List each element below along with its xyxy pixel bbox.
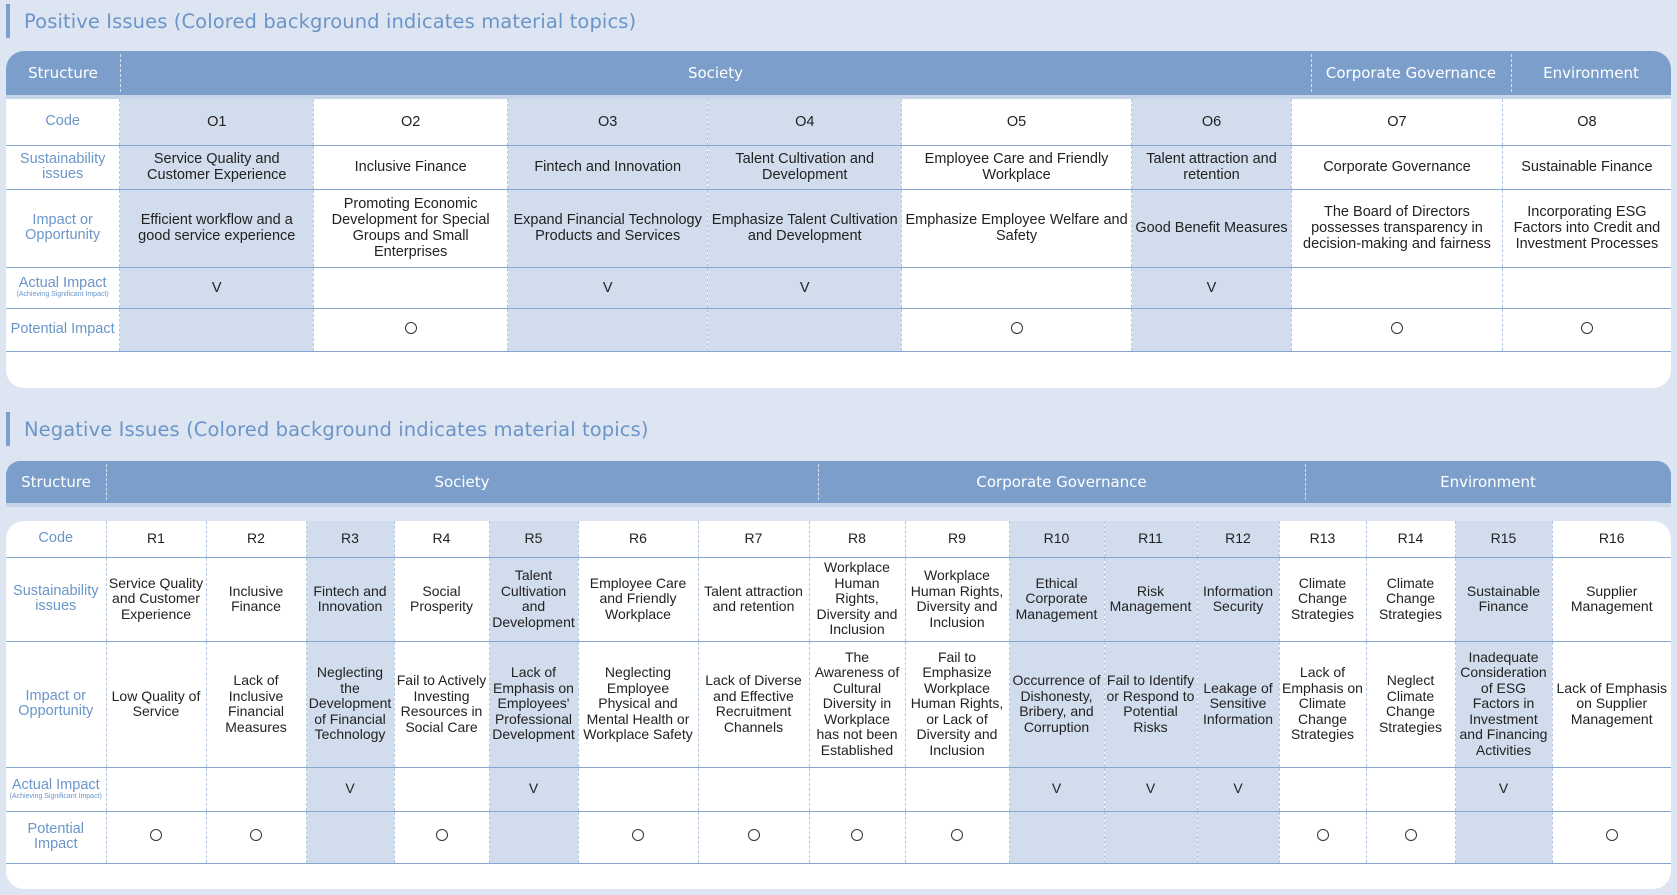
positive-label-issues: Sustainability issues <box>6 145 120 189</box>
positive-cell-o2-actual <box>314 267 508 308</box>
positive-cell-o2-impact: Promoting Economic Development for Special Groups and Small Enterprises <box>314 189 508 267</box>
negative-cell-r9-impact: Fail to Emphasize Workplace Human Rights, or Lack of Diversity and Inclusion <box>905 641 1009 767</box>
negative-cell-r9-actual <box>905 767 1009 811</box>
negative-label-code: Code <box>6 521 106 557</box>
negative-header-bar <box>6 461 1671 503</box>
positive-issues-card <box>6 51 1671 388</box>
negative-header-society: Society <box>434 473 490 491</box>
negative-cell-r2-issues: Inclusive Finance <box>206 557 306 641</box>
negative-cell-r15-code: R15 <box>1455 521 1552 557</box>
negative-cell-r5-issues: Talent Cultivation and Development <box>489 557 578 641</box>
positive-cell-o4-code: O4 <box>708 99 902 145</box>
negative-cell-r7-potential <box>698 811 809 863</box>
positive-row-actual <box>6 267 1671 308</box>
negative-cell-r7-impact: Lack of Diverse and Effective Recruitment Channels <box>698 641 809 767</box>
positive-cell-o4-potential <box>708 308 902 351</box>
negative-cell-r6-code: R6 <box>578 521 698 557</box>
positive-header-structure: Structure <box>28 64 98 82</box>
negative-label-issues: Sustainability issues <box>6 557 106 641</box>
negative-issues-table <box>6 521 1671 864</box>
negative-row-code <box>6 521 1671 557</box>
positive-row-impact <box>6 189 1671 267</box>
positive-row-potential <box>6 308 1671 351</box>
negative-issues-card <box>6 521 1671 889</box>
negative-cell-r7-actual <box>698 767 809 811</box>
positive-cell-o4-issues: Talent Cultivation and Development <box>708 145 902 189</box>
negative-cell-r14-actual <box>1366 767 1455 811</box>
negative-cell-r16-issues: Supplier Management <box>1552 557 1671 641</box>
negative-cell-r10-issues: Ethical Corporate Management <box>1009 557 1104 641</box>
positive-header-bar <box>6 51 1671 95</box>
negative-cell-r3-issues: Fintech and Innovation <box>306 557 394 641</box>
negative-label-impact: Impact or Opportunity <box>6 641 106 767</box>
positive-cell-o7-potential <box>1292 308 1503 351</box>
positive-section-title: Positive Issues (Colored background indicates material topics) <box>6 4 636 38</box>
negative-cell-r12-potential <box>1197 811 1279 863</box>
negative-row-potential <box>6 811 1671 863</box>
positive-cell-o6-impact: Good Benefit Measures <box>1131 189 1291 267</box>
positive-cell-o3-impact: Expand Financial Technology Products and Services <box>508 189 708 267</box>
positive-header-society: Society <box>687 64 744 82</box>
negative-cell-r16-potential <box>1552 811 1671 863</box>
positive-cell-o3-potential <box>508 308 708 351</box>
negative-cell-r13-actual <box>1279 767 1366 811</box>
negative-cell-r8-code: R8 <box>809 521 905 557</box>
negative-cell-r5-code: R5 <box>489 521 578 557</box>
negative-cell-r3-actual: V <box>306 767 394 811</box>
positive-header-environment: Environment <box>1543 64 1639 82</box>
positive-cell-o7-actual <box>1292 267 1503 308</box>
positive-cell-o7-code: O7 <box>1292 99 1503 145</box>
positive-cell-o1-impact: Efficient workflow and a good service experience <box>120 189 314 267</box>
negative-cell-r4-impact: Fail to Actively Investing Resources in Social Care <box>394 641 489 767</box>
potential-impact-circle-icon <box>632 829 644 841</box>
negative-label-actual-sub: (Achieving Significant Impact) <box>9 792 102 800</box>
negative-cell-r1-actual <box>106 767 206 811</box>
negative-cell-r4-code: R4 <box>394 521 489 557</box>
positive-header-governance: Corporate Governance <box>1325 64 1497 82</box>
negative-cell-r14-potential <box>1366 811 1455 863</box>
positive-cell-o2-issues: Inclusive Finance <box>314 145 508 189</box>
negative-cell-r11-potential <box>1104 811 1197 863</box>
positive-row-code <box>6 99 1671 145</box>
negative-cell-r2-impact: Lack of Inclusive Financial Measures <box>206 641 306 767</box>
negative-cell-r16-actual <box>1552 767 1671 811</box>
negative-cell-r11-impact: Fail to Identify or Respond to Potential Risks <box>1104 641 1197 767</box>
positive-row-issues <box>6 145 1671 189</box>
negative-cell-r8-impact: The Awareness of Cultural Diversity in Workplace has not been Established <box>809 641 905 767</box>
negative-cell-r9-code: R9 <box>905 521 1009 557</box>
positive-cell-o1-potential <box>120 308 314 351</box>
positive-cell-o8-code: O8 <box>1502 99 1671 145</box>
negative-header-environment: Environment <box>1440 473 1536 491</box>
negative-cell-r2-actual <box>206 767 306 811</box>
negative-cell-r16-code: R16 <box>1552 521 1671 557</box>
negative-cell-r4-potential <box>394 811 489 863</box>
positive-cell-o5-impact: Emphasize Employee Welfare and Safety <box>902 189 1132 267</box>
potential-impact-circle-icon <box>1606 829 1618 841</box>
potential-impact-circle-icon <box>1581 322 1593 334</box>
negative-cell-r15-actual: V <box>1455 767 1552 811</box>
negative-cell-r11-code: R11 <box>1104 521 1197 557</box>
negative-cell-r12-actual: V <box>1197 767 1279 811</box>
positive-label-actual: Actual Impact (Achieving Significant Impact) <box>6 267 120 308</box>
positive-cell-o4-actual: V <box>708 267 902 308</box>
positive-cell-o6-actual: V <box>1131 267 1291 308</box>
positive-cell-o8-potential <box>1502 308 1671 351</box>
negative-cell-r6-issues: Employee Care and Friendly Workplace <box>578 557 698 641</box>
positive-label-potential: Potential Impact <box>6 308 120 351</box>
positive-cell-o2-potential <box>314 308 508 351</box>
negative-cell-r14-issues: Climate Change Strategies <box>1366 557 1455 641</box>
potential-impact-circle-icon <box>1011 322 1023 334</box>
negative-cell-r15-issues: Sustainable Finance <box>1455 557 1552 641</box>
negative-header-structure: Structure <box>21 473 91 491</box>
potential-impact-circle-icon <box>405 322 417 334</box>
positive-cell-o7-issues: Corporate Governance <box>1292 145 1503 189</box>
positive-cell-o8-impact: Incorporating ESG Factors into Credit and Investment Processes <box>1502 189 1671 267</box>
negative-cell-r9-potential <box>905 811 1009 863</box>
positive-cell-o5-issues: Employee Care and Friendly Workplace <box>902 145 1132 189</box>
negative-cell-r10-code: R10 <box>1009 521 1104 557</box>
negative-cell-r4-issues: Social Prosperity <box>394 557 489 641</box>
negative-cell-r1-issues: Service Quality and Customer Experience <box>106 557 206 641</box>
positive-cell-o8-actual <box>1502 267 1671 308</box>
negative-cell-r11-issues: Risk Management <box>1104 557 1197 641</box>
potential-impact-circle-icon <box>1405 829 1417 841</box>
negative-cell-r3-impact: Neglecting the Development of Financial Technology <box>306 641 394 767</box>
negative-cell-r10-potential <box>1009 811 1104 863</box>
negative-cell-r6-actual <box>578 767 698 811</box>
negative-cell-r2-code: R2 <box>206 521 306 557</box>
negative-cell-r4-actual <box>394 767 489 811</box>
positive-cell-o6-issues: Talent attraction and retention <box>1131 145 1291 189</box>
negative-cell-r10-impact: Occurrence of Dishonesty, Bribery, and Corruption <box>1009 641 1104 767</box>
negative-cell-r15-potential <box>1455 811 1552 863</box>
negative-row-impact <box>6 641 1671 767</box>
negative-cell-r13-impact: Lack of Emphasis on Climate Change Strategies <box>1279 641 1366 767</box>
positive-cell-o1-actual: V <box>120 267 314 308</box>
negative-cell-r5-potential <box>489 811 578 863</box>
negative-cell-r2-potential <box>206 811 306 863</box>
negative-cell-r12-code: R12 <box>1197 521 1279 557</box>
negative-section-title: Negative Issues (Colored background indicates material topics) <box>6 412 649 446</box>
positive-label-impact: Impact or Opportunity <box>6 189 120 267</box>
positive-cell-o2-code: O2 <box>314 99 508 145</box>
positive-cell-o4-impact: Emphasize Talent Cultivation and Development <box>708 189 902 267</box>
positive-cell-o1-issues: Service Quality and Customer Experience <box>120 145 314 189</box>
negative-cell-r6-potential <box>578 811 698 863</box>
potential-impact-circle-icon <box>748 829 760 841</box>
positive-issues-table <box>6 99 1671 352</box>
negative-cell-r7-code: R7 <box>698 521 809 557</box>
positive-cell-o6-potential <box>1131 308 1291 351</box>
positive-cell-o5-code: O5 <box>902 99 1132 145</box>
potential-impact-circle-icon <box>150 829 162 841</box>
potential-impact-circle-icon <box>436 829 448 841</box>
negative-cell-r8-actual <box>809 767 905 811</box>
negative-cell-r13-code: R13 <box>1279 521 1366 557</box>
positive-cell-o8-issues: Sustainable Finance <box>1502 145 1671 189</box>
positive-label-actual-sub: (Achieving Significant Impact) <box>16 291 109 298</box>
negative-cell-r8-potential <box>809 811 905 863</box>
potential-impact-circle-icon <box>250 829 262 841</box>
negative-cell-r15-impact: Inadequate Consideration of ESG Factors in Investment and Financing Activities <box>1455 641 1552 767</box>
positive-label-code: Code <box>6 99 120 145</box>
positive-cell-o1-code: O1 <box>120 99 314 145</box>
negative-cell-r16-impact: Lack of Emphasis on Supplier Management <box>1552 641 1671 767</box>
negative-label-potential: Potential Impact <box>6 811 106 863</box>
negative-cell-r9-issues: Workplace Human Rights, Diversity and Inclusion <box>905 557 1009 641</box>
negative-cell-r13-potential <box>1279 811 1366 863</box>
positive-cell-o7-impact: The Board of Directors possesses transparency in decision-making and fairness <box>1292 189 1503 267</box>
negative-cell-r12-issues: Information Security <box>1197 557 1279 641</box>
negative-cell-r1-potential <box>106 811 206 863</box>
negative-label-actual: Actual Impact (Achieving Significant Impact) <box>6 767 106 811</box>
potential-impact-circle-icon <box>851 829 863 841</box>
negative-cell-r7-issues: Talent attraction and retention <box>698 557 809 641</box>
negative-cell-r8-issues: Workplace Human Rights, Diversity and Inclusion <box>809 557 905 641</box>
positive-cell-o3-code: O3 <box>508 99 708 145</box>
negative-cell-r5-impact: Lack of Emphasis on Employees' Professional Development <box>489 641 578 767</box>
negative-cell-r10-actual: V <box>1009 767 1104 811</box>
negative-cell-r3-potential <box>306 811 394 863</box>
positive-cell-o5-actual <box>902 267 1132 308</box>
potential-impact-circle-icon <box>951 829 963 841</box>
negative-cell-r12-impact: Leakage of Sensitive Information <box>1197 641 1279 767</box>
positive-cell-o6-code: O6 <box>1131 99 1291 145</box>
potential-impact-circle-icon <box>1391 322 1403 334</box>
positive-cell-o5-potential <box>902 308 1132 351</box>
negative-cell-r1-code: R1 <box>106 521 206 557</box>
negative-cell-r14-code: R14 <box>1366 521 1455 557</box>
negative-cell-r11-actual: V <box>1104 767 1197 811</box>
negative-cell-r5-actual: V <box>489 767 578 811</box>
negative-cell-r6-impact: Neglecting Employee Physical and Mental Health or Workplace Safety <box>578 641 698 767</box>
negative-row-issues <box>6 557 1671 641</box>
negative-header-governance: Corporate Governance <box>976 473 1147 491</box>
negative-cell-r3-code: R3 <box>306 521 394 557</box>
potential-impact-circle-icon <box>1317 829 1329 841</box>
negative-cell-r14-impact: Neglect Climate Change Strategies <box>1366 641 1455 767</box>
negative-row-actual <box>6 767 1671 811</box>
positive-cell-o3-issues: Fintech and Innovation <box>508 145 708 189</box>
negative-cell-r1-impact: Low Quality of Service <box>106 641 206 767</box>
negative-cell-r13-issues: Climate Change Strategies <box>1279 557 1366 641</box>
positive-cell-o3-actual: V <box>508 267 708 308</box>
